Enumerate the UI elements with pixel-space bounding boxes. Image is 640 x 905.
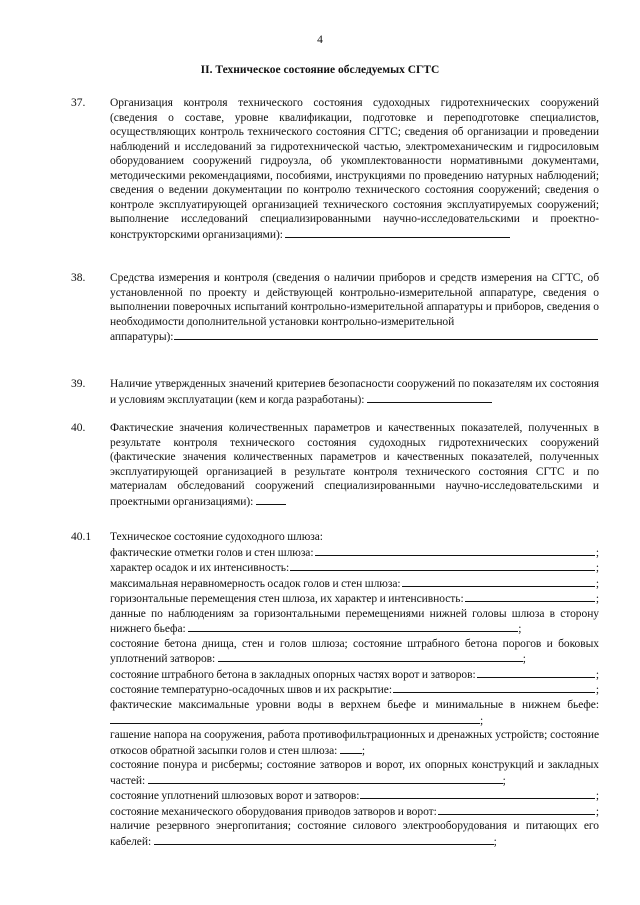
field-blank[interactable] (188, 621, 518, 632)
field-label: фактические отметки голов и стен шлюза: (110, 546, 314, 559)
field-terminator: ; (595, 790, 599, 803)
item-37 (110, 96, 599, 242)
field-blank[interactable] (290, 560, 595, 571)
item-40-text: Фактические значения количественных параметров и качественных показателей, полученных в результате контроля технического состояния судоходных гидротехнических сооружений (фактические значения количественных параметров и качественных показателей, полученных эксплуатирующей организацией в результате контроля технического состояния СГТС и по материалам обследований сооружений специализированными научно-исследовательскими и проектными организациями): (110, 422, 599, 508)
field-label: состояние бетона днища, стен и голов шлюза; состояние штрабного бетона порогов и боковых уплотнений затворов: (110, 637, 599, 666)
field-terminator: ; (595, 562, 599, 575)
field-label: характер осадок и их интенсивность: (110, 562, 290, 575)
field-label: гашение напора на сооружения, работа противофильтрационных и дренажных устройств; состояние откосов обратной засыпки голов и стен шлюза: (110, 729, 599, 757)
field-blank[interactable] (465, 591, 595, 602)
field-terminator: ; (522, 653, 526, 666)
field-blank[interactable] (148, 773, 503, 784)
field-row-multiline (110, 637, 599, 667)
field-label: состояние механического оборудования приводов затворов и ворот: (110, 805, 437, 818)
field-row-multiline (110, 728, 599, 758)
field-terminator: ; (480, 714, 484, 727)
field-blank[interactable] (154, 834, 494, 845)
field-terminator: ; (518, 623, 522, 636)
page-number: 4 (317, 34, 323, 46)
field-blank[interactable] (393, 682, 595, 693)
field-terminator: ; (595, 668, 599, 681)
field-row (110, 560, 599, 576)
field-blank[interactable] (360, 788, 594, 799)
field-label: данные по наблюдениям за горизонтальными перемещениями нижней головы шлюза в сторону нижнего бьефа: (110, 607, 599, 636)
field-label: горизонтальные перемещения стен шлюза, их характер и интенсивность: (110, 593, 464, 606)
item-number-39: 39. (71, 378, 86, 390)
item-38-tail-row (110, 329, 599, 345)
item-40-blank[interactable] (256, 494, 286, 505)
field-terminator: ; (361, 744, 366, 757)
field-label: состояние уплотнений шлюзовых ворот и затворов: (110, 790, 360, 803)
field-label: состояние температурно-осадочных швов и их раскрытие: (110, 684, 392, 697)
field-label: состояние штрабного бетона в закладных опорных частях ворот и затворов: (110, 668, 476, 681)
section-title: II. Техническое состояние обследуемых СГТС (200, 64, 440, 76)
item-40-1 (110, 530, 599, 849)
item-39-blank[interactable] (367, 392, 492, 403)
item-40 (110, 421, 599, 509)
field-row (110, 591, 599, 607)
field-row (110, 804, 599, 820)
field-blank[interactable] (477, 667, 595, 678)
item-37-blank[interactable] (285, 227, 510, 238)
item-39 (110, 377, 599, 407)
item-number-40: 40. (71, 422, 86, 434)
item-number-38: 38. (71, 272, 86, 284)
field-terminator: ; (595, 805, 599, 818)
field-terminator: ; (493, 835, 497, 848)
item-38 (110, 271, 599, 345)
field-terminator: ; (595, 593, 599, 606)
field-row (110, 667, 599, 683)
field-terminator: ; (595, 577, 599, 590)
field-terminator: ; (595, 546, 599, 559)
field-blank[interactable] (340, 743, 362, 754)
item-37-text: Организация контроля технического состояния судоходных гидротехнических сооружений (сведения о составе, уровне квалификации, подготовке и переподготовке специалистов, осуществляющих контроль технического состояния СГТС; сведения об организации и проведении наблюдений и исследований за гидротехнической частью, электромеханическим и гидросиловым оборудованием сооружений гидроузла, об укомплектованности нормативными документами, методическими рекомендациями, пособиями, инструкциями по проведению натурных наблюдений; сведения о ведении документации по контролю технического состояния сооружений; сведения о контроле эксплуатирующей организацией технического состояния эксплуатируемых сооружений; выполнение исследований специализированными научно-исследовательскими и проектно-конструкторскими организациями): (110, 97, 599, 241)
item-39-text: Наличие утвержденных значений критериев безопасности сооружений по показателям их состояния и условиям эксплуатации (кем и когда разработаны): (110, 378, 599, 406)
field-row (110, 788, 599, 804)
item-38-tail: аппаратуры): (110, 331, 174, 344)
item-40-1-heading: Техническое состояние судоходного шлюза: (110, 531, 323, 543)
item-number-40-1: 40.1 (71, 531, 92, 543)
field-blank[interactable] (402, 576, 595, 587)
field-label: наличие резервного энергопитания; состояние силового электрооборудования и питающих его кабелей: (110, 820, 599, 848)
field-row-multiline (110, 819, 599, 849)
field-row-multiline (110, 698, 599, 728)
field-terminator: ; (595, 684, 599, 697)
field-terminator: ; (502, 774, 506, 787)
field-row-multiline (110, 758, 599, 788)
field-row (110, 576, 599, 592)
item-number-37: 37. (71, 97, 86, 109)
field-label: максимальная неравномерность осадок голов и стен шлюза: (110, 577, 401, 590)
field-row-multiline (110, 607, 599, 637)
item-38-blank[interactable] (174, 329, 598, 340)
field-blank[interactable] (218, 651, 523, 662)
item-38-text: Средства измерения и контроля (сведения о наличии приборов и средств измерения на СГТС, об установленной по проекту и действующей контрольно-измерительной аппаратуре, сведения о выполнении поверочных испытаний контрольно-измерительной аппаратуры и приборов, сведения о необходимости дополнительной установки контрольно-измерительной (110, 272, 599, 328)
field-label: фактические максимальные уровни воды в верхнем бьефе и минимальные в нижнем бьефе: (110, 699, 599, 712)
field-blank[interactable] (110, 713, 480, 724)
field-row (110, 545, 599, 561)
field-blank[interactable] (438, 804, 595, 815)
field-label: состояние понура и рисбермы; состояние затворов и ворот, их опорных конструкций и закладных частей: (110, 759, 599, 787)
field-row (110, 682, 599, 698)
field-blank[interactable] (315, 545, 595, 556)
